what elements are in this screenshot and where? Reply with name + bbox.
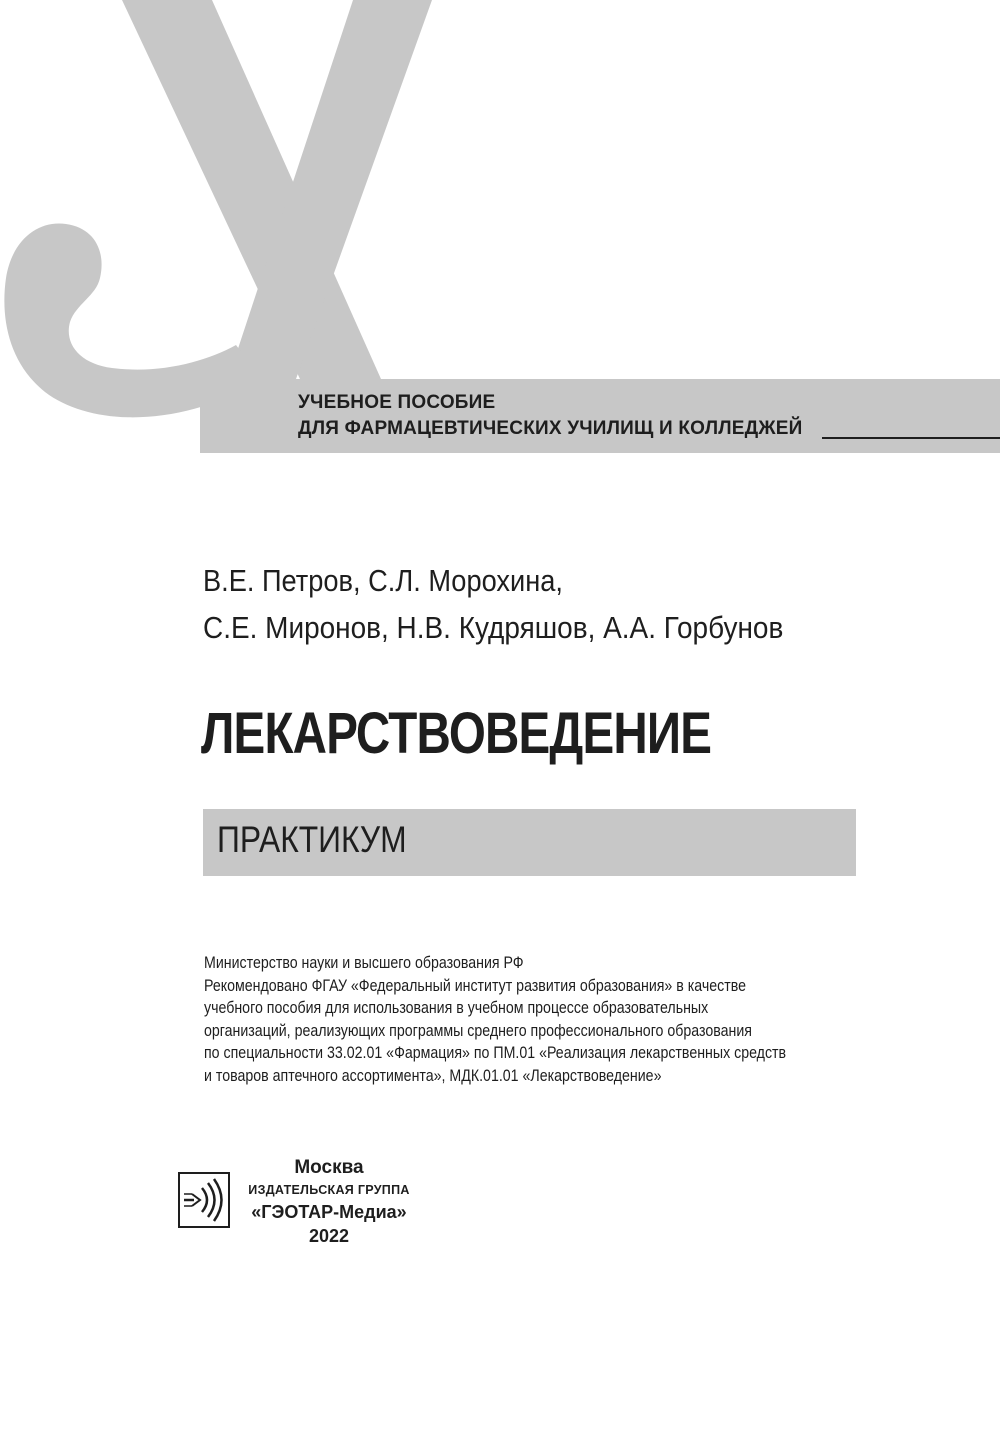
publication-year: 2022 xyxy=(308,1226,350,1246)
approval-line: учебного пособия для использования в учебном процессе образовательных xyxy=(204,999,709,1017)
subtitle-band xyxy=(203,809,856,876)
approval-line: организаций, реализующих программы среднего профессионального образования xyxy=(204,1021,752,1040)
book-title: ЛЕКАРСТВОВЕДЕНИЕ xyxy=(201,701,712,766)
publisher-name: «ГЭОТАР-Медиа» xyxy=(251,1202,407,1222)
letter-u-icon xyxy=(4,0,432,417)
series-line-1: УЧЕБНОЕ ПОСОБИЕ xyxy=(298,392,496,413)
approval-text xyxy=(204,952,864,1087)
series-line-2: ДЛЯ ФАРМАЦЕВТИЧЕСКИХ УЧИЛИЩ И КОЛЛЕДЖЕЙ xyxy=(298,418,803,439)
publisher-group: ИЗДАТЕЛЬСКАЯ ГРУППА xyxy=(248,1183,410,1197)
approval-line: и товаров аптечного ассортимента», МДК.01.01 «Лекарствоведение» xyxy=(204,1066,662,1085)
series-band xyxy=(200,379,1000,453)
book-subtitle: ПРАКТИКУМ xyxy=(217,819,407,860)
authors-line-2: С.Е. Миронов, Н.В. Кудряшов, А.А. Горбунов xyxy=(203,610,784,645)
authors-line-1: В.Е. Петров, С.Л. Морохина, xyxy=(203,563,563,598)
publisher-city: Москва xyxy=(294,1157,364,1178)
series-letter-decoration xyxy=(0,0,1000,470)
approval-line: Министерство науки и высшего образования РФ xyxy=(204,954,524,972)
approval-line: Рекомендовано ФГАУ «Федеральный институт развития образования» в качестве xyxy=(204,976,747,995)
series-rule xyxy=(822,437,1000,439)
approval-line: по специальности 33.02.01 «Фармация» по ПМ.01 «Реализация лекарственных средств xyxy=(204,1044,787,1062)
geotar-logo-icon xyxy=(178,1172,230,1228)
publisher-block xyxy=(234,1156,424,1248)
